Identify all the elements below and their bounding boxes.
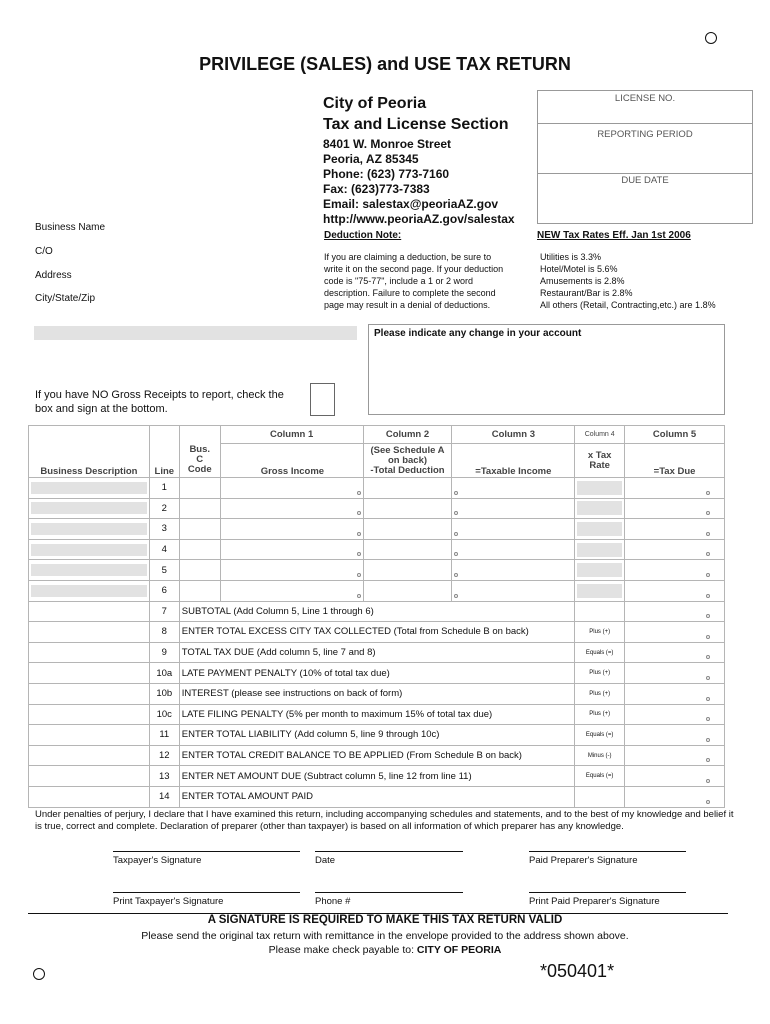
deduction-input[interactable] — [363, 560, 452, 581]
tax-due-header: =Tax Due — [625, 444, 725, 478]
summary-amount-input[interactable] — [625, 766, 725, 787]
decimal-marker — [357, 552, 361, 556]
gross-income-input[interactable] — [220, 580, 363, 601]
gross-income-input[interactable] — [220, 519, 363, 540]
send-instructions: Please send the original tax return with remittance in the envelope provided to the address shown above. — [141, 930, 629, 942]
summary-description: ENTER TOTAL CREDIT BALANCE TO BE APPLIED (From Schedule B on back) — [179, 745, 574, 766]
decimal-marker — [454, 491, 458, 495]
decimal-marker — [706, 614, 710, 618]
summary-operator: Plus (+) — [575, 663, 625, 684]
tax-rate-input[interactable] — [577, 584, 622, 598]
decimal-marker — [706, 717, 710, 721]
summary-row — [29, 642, 725, 663]
license-no-field[interactable]: LICENSE NO. — [538, 91, 752, 124]
summary-row — [29, 745, 725, 766]
no-receipts-checkbox[interactable] — [310, 383, 335, 416]
summary-description: TOTAL TAX DUE (Add column 5, line 7 and 8) — [179, 642, 574, 663]
col1-header: Column 1 — [220, 426, 363, 444]
due-date-field[interactable]: DUE DATE — [621, 175, 669, 186]
summary-amount-input[interactable] — [625, 622, 725, 643]
tax-due-input[interactable] — [625, 580, 725, 601]
gross-income-input[interactable] — [220, 560, 363, 581]
bus-code-input[interactable] — [179, 539, 220, 560]
summary-line-number: 11 — [149, 725, 179, 746]
registration-mark-bottom — [33, 968, 45, 980]
business-description-input[interactable] — [31, 523, 147, 535]
line-header: Line — [149, 444, 179, 478]
decimal-marker — [706, 635, 710, 639]
bus-code-input[interactable] — [179, 560, 220, 581]
summary-amount-input[interactable] — [625, 683, 725, 704]
decimal-marker — [357, 511, 361, 515]
summary-description: ENTER TOTAL EXCESS CITY TAX COLLECTED (Total from Schedule B on back) — [179, 622, 574, 643]
line-number: 5 — [149, 560, 179, 581]
decimal-marker — [706, 697, 710, 701]
taxable-income-input[interactable] — [452, 519, 575, 540]
phone: Phone: (623) 773-7160 — [323, 167, 450, 181]
col3-header: Column 3 — [452, 426, 575, 444]
summary-line-number: 10c — [149, 704, 179, 725]
col4-header: Column 4 — [575, 426, 625, 444]
bus-code-input[interactable] — [179, 498, 220, 519]
business-description-input[interactable] — [31, 544, 147, 556]
decimal-marker — [706, 552, 710, 556]
taxpayer-signature-line[interactable]: Taxpayer's Signature — [113, 851, 300, 866]
form-code: *050401* — [540, 961, 615, 981]
summary-amount-input[interactable] — [625, 642, 725, 663]
taxable-income-input[interactable] — [452, 539, 575, 560]
bus-code-input[interactable] — [179, 580, 220, 601]
print-preparer-line[interactable]: Print Paid Preparer's Signature — [529, 892, 686, 907]
summary-row — [29, 663, 725, 684]
col2-header: Column 2 — [363, 426, 452, 444]
deduction-input[interactable] — [363, 539, 452, 560]
table-row — [29, 560, 725, 581]
summary-row — [29, 786, 725, 807]
summary-description: SUBTOTAL (Add Column 5, Line 1 through 6) — [179, 601, 574, 622]
reporting-period-field[interactable]: REPORTING PERIOD — [538, 124, 752, 174]
tax-due-input[interactable] — [625, 519, 725, 540]
form-title: PRIVILEGE (SALES) and USE TAX RETURN — [199, 54, 571, 74]
address-label: Address — [35, 270, 72, 281]
decimal-marker — [706, 779, 710, 783]
summary-operator: Equals (=) — [575, 766, 625, 787]
summary-description: ENTER NET AMOUNT DUE (Subtract column 5, line 12 from line 11) — [179, 766, 574, 787]
decimal-marker — [706, 573, 710, 577]
business-name-label: Business Name — [35, 222, 106, 233]
deduction-input[interactable] — [363, 580, 452, 601]
summary-row — [29, 725, 725, 746]
website: http://www.peoriaAZ.gov/salestax — [323, 212, 515, 226]
decimal-marker — [357, 491, 361, 495]
tax-rate-header: x Tax Rate — [575, 444, 625, 478]
summary-amount-input[interactable] — [625, 704, 725, 725]
business-description-header: Business Description — [29, 444, 150, 478]
line-number: 6 — [149, 580, 179, 601]
line-number: 3 — [149, 519, 179, 540]
summary-operator: Minus (-) — [575, 745, 625, 766]
summary-description: INTEREST (please see instructions on back of form) — [179, 683, 574, 704]
taxable-income-input[interactable] — [452, 560, 575, 581]
gross-income-input[interactable] — [220, 498, 363, 519]
tax-rate-input[interactable] — [577, 543, 622, 557]
summary-amount-input[interactable] — [625, 601, 725, 622]
fax: Fax: (623)773-7383 — [323, 182, 430, 196]
decimal-marker — [357, 532, 361, 536]
decimal-marker — [454, 573, 458, 577]
summary-row — [29, 622, 725, 643]
bus-code-input[interactable] — [179, 478, 220, 499]
business-description-input[interactable] — [31, 482, 147, 494]
tax-rates: NEW Tax Rates Eff. Jan 1st 2006 Utilities is 3.3% Hotel/Motel is 5.6% Amusements is 2.8% Restaurant/Bar is 2.8% All others (Retail, Contracting,etc.) are 1.8% — [537, 230, 716, 310]
tax-due-input[interactable] — [625, 478, 725, 499]
summary-description: LATE PAYMENT PENALTY (10% of total tax due) — [179, 663, 574, 684]
business-description-input[interactable] — [31, 585, 147, 597]
decimal-marker — [454, 552, 458, 556]
tax-table — [28, 425, 725, 808]
deduction-input[interactable] — [363, 519, 452, 540]
decimal-marker — [706, 532, 710, 536]
taxable-income-input[interactable] — [452, 478, 575, 499]
summary-amount-input[interactable] — [625, 663, 725, 684]
summary-amount-input[interactable] — [625, 745, 725, 766]
summary-line-number: 10b — [149, 683, 179, 704]
deduction-note: Deduction Note: If you are claiming a deduction, be sure to write it on the second page. If your deduction code is "75-77", include a 1 or 2 word description. Failure to complete the second page may result in a denial of deductions. — [324, 230, 504, 310]
decimal-marker — [706, 676, 710, 680]
street: 8401 W. Monroe Street — [323, 137, 452, 151]
summary-row — [29, 601, 725, 622]
city-name: City of Peoria — [323, 95, 427, 112]
decimal-marker — [454, 532, 458, 536]
business-description-input[interactable] — [31, 502, 147, 514]
summary-line-number: 7 — [149, 601, 179, 622]
summary-line-number: 12 — [149, 745, 179, 766]
office-address — [323, 93, 515, 227]
summary-row — [29, 766, 725, 787]
email: Email: salestax@peoriaAZ.gov — [323, 197, 499, 211]
summary-amount-input[interactable] — [625, 786, 725, 807]
gross-income-input[interactable] — [220, 478, 363, 499]
perjury-statement: Under penalties of perjury, I declare that I have examined this return, including accompanying schedules and statements, and to the best of my knowledge and belief it is true, correct and complete. Declaration of preparer (other than taxpayer) is based on all information of which preparer has any knowledge. — [35, 809, 734, 832]
summary-operator: Plus (+) — [575, 683, 625, 704]
registration-mark-top — [705, 32, 717, 44]
decimal-marker — [706, 800, 710, 804]
decimal-marker — [706, 655, 710, 659]
city-state: Peoria, AZ 85345 — [323, 152, 419, 166]
summary-description: LATE FILING PENALTY (5% per month to maximum 15% of total tax due) — [179, 704, 574, 725]
summary-description: ENTER TOTAL LIABILITY (Add column 5, line 9 through 10c) — [179, 725, 574, 746]
table-row — [29, 519, 725, 540]
tax-rate-input[interactable] — [577, 501, 622, 515]
co-label: C/O — [35, 246, 53, 257]
decimal-marker — [706, 511, 710, 515]
taxable-income-input[interactable] — [452, 580, 575, 601]
payee: CITY OF PEORIA — [416, 944, 502, 956]
line-number: 1 — [149, 478, 179, 499]
line-number: 4 — [149, 539, 179, 560]
decimal-marker — [706, 758, 710, 762]
tax-due-input[interactable] — [625, 498, 725, 519]
tax-due-input[interactable] — [625, 560, 725, 581]
bus-code-input[interactable] — [179, 519, 220, 540]
summary-operator: Plus (+) — [575, 622, 625, 643]
deduction-header: (See Schedule A on back) -Total Deduction — [363, 444, 452, 478]
business-description-input[interactable] — [31, 564, 147, 576]
summary-line-number: 9 — [149, 642, 179, 663]
decimal-marker — [706, 491, 710, 495]
table-row — [29, 580, 725, 601]
summary-description: ENTER TOTAL AMOUNT PAID — [179, 786, 574, 807]
city-state-zip-label: City/State/Zip — [35, 293, 96, 304]
preparer-signature-line[interactable]: Paid Preparer's Signature — [529, 851, 686, 866]
summary-line-number: 14 — [149, 786, 179, 807]
summary-row — [29, 704, 725, 725]
gross-income-header: Gross Income — [220, 444, 363, 478]
payable-instructions: Please make check payable to: CITY OF PEORIA — [268, 944, 502, 956]
summary-amount-input[interactable] — [625, 725, 725, 746]
bus-code-header: Bus. C Code — [179, 444, 220, 478]
summary-operator: Plus (+) — [575, 704, 625, 725]
tax-due-input[interactable] — [625, 539, 725, 560]
taxable-income-input[interactable] — [452, 498, 575, 519]
tax-rate-input[interactable] — [577, 481, 622, 495]
summary-operator — [575, 601, 625, 622]
decimal-marker — [706, 594, 710, 598]
deduction-input[interactable] — [363, 478, 452, 499]
section-name: Tax and License Section — [323, 116, 509, 133]
tax-rate-input[interactable] — [577, 522, 622, 536]
deduction-input[interactable] — [363, 498, 452, 519]
tax-rate-input[interactable] — [577, 563, 622, 577]
decimal-marker — [454, 594, 458, 598]
table-row — [29, 498, 725, 519]
line-number: 2 — [149, 498, 179, 519]
business-shaded-field[interactable] — [34, 326, 357, 340]
table-row — [29, 478, 725, 499]
signature-required: A SIGNATURE IS REQUIRED TO MAKE THIS TAX RETURN VALID — [207, 914, 563, 926]
no-receipts-note: If you have NO Gross Receipts to report, check the box and sign at the bottom. — [35, 389, 284, 415]
gross-income-input[interactable] — [220, 539, 363, 560]
summary-operator: Equals (=) — [575, 725, 625, 746]
col5-header: Column 5 — [625, 426, 725, 444]
taxable-income-header: =Taxable Income — [452, 444, 575, 478]
decimal-marker — [706, 738, 710, 742]
summary-line-number: 10a — [149, 663, 179, 684]
table-row — [29, 539, 725, 560]
summary-operator — [575, 786, 625, 807]
summary-line-number: 8 — [149, 622, 179, 643]
summary-line-number: 13 — [149, 766, 179, 787]
print-taxpayer-line[interactable]: Print Taxpayer's Signature — [113, 892, 300, 907]
phone-line[interactable]: Phone # — [315, 892, 463, 907]
summary-row — [29, 683, 725, 704]
summary-operator: Equals (=) — [575, 642, 625, 663]
license-box — [537, 90, 753, 224]
date-line[interactable]: Date — [315, 851, 463, 866]
decimal-marker — [357, 594, 361, 598]
decimal-marker — [454, 511, 458, 515]
account-change-box[interactable]: Please indicate any change in your account — [368, 324, 725, 415]
decimal-marker — [357, 573, 361, 577]
